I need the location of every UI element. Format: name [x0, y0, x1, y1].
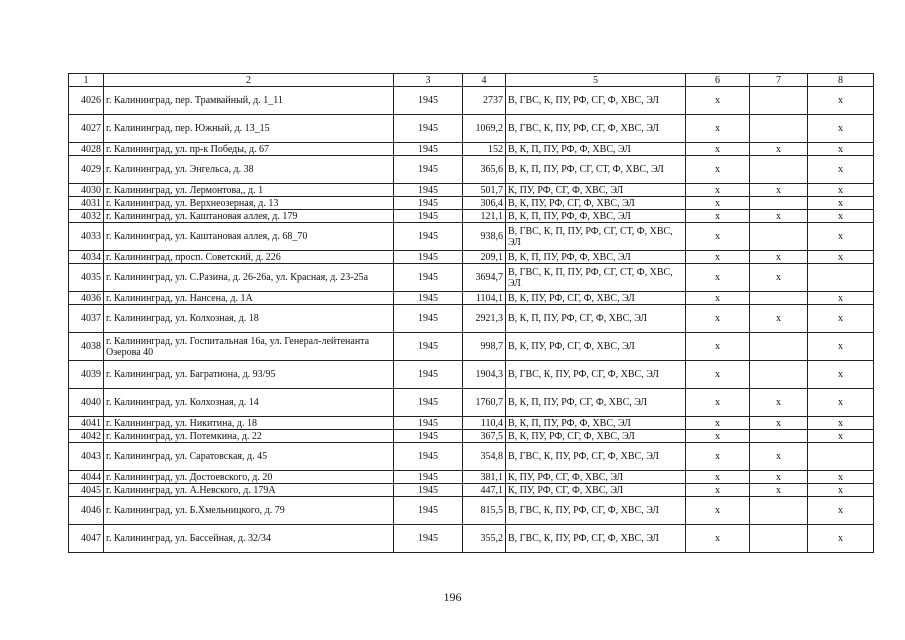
address: г. Калининград, ул. Госпитальная 16а, ул. Генерал-лейтенанта Озерова 40 — [104, 333, 394, 361]
mark-col-6: х — [686, 115, 750, 143]
utility-systems: В, ГВС, К, ПУ, РФ, СГ, Ф, ХВС, ЭЛ — [506, 87, 686, 115]
mark-col-6: х — [686, 484, 750, 497]
address: г. Калининград, просп. Советский, д. 226 — [104, 251, 394, 264]
mark-col-7: х — [750, 210, 808, 223]
address: г. Калининград, ул. Каштановая аллея, д. 179 — [104, 210, 394, 223]
address: г. Калининград, ул. Достоевского, д. 20 — [104, 471, 394, 484]
area: 209,1 — [463, 251, 506, 264]
utility-systems: В, ГВС, К, П, ПУ, РФ, СГ, СТ, Ф, ХВС, ЭЛ — [506, 264, 686, 292]
mark-col-8: х — [808, 251, 874, 264]
col-header: 7 — [750, 74, 808, 87]
mark-col-6: х — [686, 497, 750, 525]
year-built: 1945 — [394, 87, 463, 115]
mark-col-7 — [750, 223, 808, 251]
mark-col-8: х — [808, 484, 874, 497]
table-row — [69, 389, 874, 417]
area: 3694,7 — [463, 264, 506, 292]
page-number: 196 — [443, 590, 462, 604]
utility-systems: К, ПУ, РФ, СГ, Ф, ХВС, ЭЛ — [506, 184, 686, 197]
year-built: 1945 — [394, 497, 463, 525]
mark-col-7: х — [750, 264, 808, 292]
table-row — [69, 443, 874, 471]
mark-col-8: х — [808, 184, 874, 197]
row-number: 4030 — [69, 184, 104, 197]
utility-systems: В, ГВС, К, ПУ, РФ, СГ, Ф, ХВС, ЭЛ — [506, 497, 686, 525]
year-built: 1945 — [394, 443, 463, 471]
row-number: 4027 — [69, 115, 104, 143]
year-built: 1945 — [394, 184, 463, 197]
row-number: 4026 — [69, 87, 104, 115]
year-built: 1945 — [394, 210, 463, 223]
utility-systems: В, К, П, ПУ, РФ, Ф, ХВС, ЭЛ — [506, 210, 686, 223]
table-row — [69, 251, 874, 264]
mark-col-7 — [750, 87, 808, 115]
utility-systems: В, К, П, ПУ, РФ, Ф, ХВС, ЭЛ — [506, 417, 686, 430]
mark-col-7 — [750, 197, 808, 210]
row-number: 4044 — [69, 471, 104, 484]
year-built: 1945 — [394, 292, 463, 305]
mark-col-6: х — [686, 361, 750, 389]
row-number: 4041 — [69, 417, 104, 430]
area: 447,1 — [463, 484, 506, 497]
area: 1069,2 — [463, 115, 506, 143]
table-row — [69, 292, 874, 305]
mark-col-8: х — [808, 197, 874, 210]
address: г. Калининград, ул. Потемкина, д. 22 — [104, 430, 394, 443]
utility-systems: В, ГВС, К, ПУ, РФ, СГ, Ф, ХВС, ЭЛ — [506, 443, 686, 471]
utility-systems: К, ПУ, РФ, СГ, Ф, ХВС, ЭЛ — [506, 484, 686, 497]
table-row — [69, 223, 874, 251]
utility-systems: В, К, П, ПУ, РФ, СГ, Ф, ХВС, ЭЛ — [506, 389, 686, 417]
table-row — [69, 333, 874, 361]
mark-col-6: х — [686, 264, 750, 292]
year-built: 1945 — [394, 264, 463, 292]
mark-col-8: х — [808, 361, 874, 389]
utility-systems: В, ГВС, К, ПУ, РФ, СГ, Ф, ХВС, ЭЛ — [506, 525, 686, 553]
utility-systems: В, К, ПУ, РФ, СГ, Ф, ХВС, ЭЛ — [506, 430, 686, 443]
utility-systems: В, К, ПУ, РФ, СГ, Ф, ХВС, ЭЛ — [506, 333, 686, 361]
mark-col-7 — [750, 115, 808, 143]
table-row — [69, 361, 874, 389]
year-built: 1945 — [394, 115, 463, 143]
year-built: 1945 — [394, 471, 463, 484]
col-header: 3 — [394, 74, 463, 87]
mark-col-7 — [750, 430, 808, 443]
table-row — [69, 184, 874, 197]
table-row — [69, 525, 874, 553]
area: 501,7 — [463, 184, 506, 197]
area: 367,5 — [463, 430, 506, 443]
utility-systems: В, К, ПУ, РФ, СГ, Ф, ХВС, ЭЛ — [506, 292, 686, 305]
row-number: 4042 — [69, 430, 104, 443]
area: 152 — [463, 143, 506, 156]
address: г. Калининград, ул. Энгельса, д. 38 — [104, 156, 394, 184]
area: 1104,1 — [463, 292, 506, 305]
utility-systems: В, ГВС, К, ПУ, РФ, СГ, Ф, ХВС, ЭЛ — [506, 361, 686, 389]
address: г. Калининград, ул. Колхозная, д. 18 — [104, 305, 394, 333]
year-built: 1945 — [394, 484, 463, 497]
address: г. Калининград, ул. Колхозная, д. 14 — [104, 389, 394, 417]
area: 998,7 — [463, 333, 506, 361]
mark-col-8 — [808, 443, 874, 471]
address: г. Калининград, ул. Каштановая аллея, д. 68_70 — [104, 223, 394, 251]
area: 121,1 — [463, 210, 506, 223]
mark-col-6: х — [686, 305, 750, 333]
row-number: 4038 — [69, 333, 104, 361]
mark-col-7: х — [750, 251, 808, 264]
mark-col-8: х — [808, 333, 874, 361]
row-number: 4036 — [69, 292, 104, 305]
table-row — [69, 497, 874, 525]
address: г. Калининград, ул. Лермонтова,, д. 1 — [104, 184, 394, 197]
col-header: 5 — [506, 74, 686, 87]
row-number: 4039 — [69, 361, 104, 389]
row-number: 4047 — [69, 525, 104, 553]
year-built: 1945 — [394, 417, 463, 430]
row-number: 4045 — [69, 484, 104, 497]
mark-col-6: х — [686, 525, 750, 553]
mark-col-8: х — [808, 389, 874, 417]
utility-systems: В, К, П, ПУ, РФ, СГ, СТ, Ф, ХВС, ЭЛ — [506, 156, 686, 184]
area: 2921,3 — [463, 305, 506, 333]
mark-col-8: х — [808, 525, 874, 553]
address: г. Калининград, ул. Никитина, д. 18 — [104, 417, 394, 430]
year-built: 1945 — [394, 156, 463, 184]
area: 1904,3 — [463, 361, 506, 389]
area: 354,8 — [463, 443, 506, 471]
col-header: 4 — [463, 74, 506, 87]
year-built: 1945 — [394, 361, 463, 389]
mark-col-6: х — [686, 417, 750, 430]
address: г. Калининград, ул. пр-к Победы, д. 67 — [104, 143, 394, 156]
table-row — [69, 156, 874, 184]
year-built: 1945 — [394, 197, 463, 210]
mark-col-6: х — [686, 87, 750, 115]
address: г. Калининград, ул. Верхнеозерная, д. 13 — [104, 197, 394, 210]
address: г. Калининград, пер. Южный, д. 13_15 — [104, 115, 394, 143]
utility-systems: В, ГВС, К, П, ПУ, РФ, СГ, СТ, Ф, ХВС, ЭЛ — [506, 223, 686, 251]
year-built: 1945 — [394, 333, 463, 361]
utility-systems: В, К, П, ПУ, РФ, Ф, ХВС, ЭЛ — [506, 143, 686, 156]
area: 355,2 — [463, 525, 506, 553]
table-row — [69, 484, 874, 497]
area: 1760,7 — [463, 389, 506, 417]
mark-col-6: х — [686, 430, 750, 443]
mark-col-7: х — [750, 484, 808, 497]
year-built: 1945 — [394, 525, 463, 553]
address: г. Калининград, ул. Б.Хмельницкого, д. 79 — [104, 497, 394, 525]
row-number: 4034 — [69, 251, 104, 264]
utility-systems: В, К, П, ПУ, РФ, СГ, Ф, ХВС, ЭЛ — [506, 305, 686, 333]
mark-col-8: х — [808, 305, 874, 333]
utility-systems: В, К, П, ПУ, РФ, Ф, ХВС, ЭЛ — [506, 251, 686, 264]
mark-col-7: х — [750, 417, 808, 430]
utility-systems: В, К, ПУ, РФ, СГ, Ф, ХВС, ЭЛ — [506, 197, 686, 210]
table-row — [69, 264, 874, 292]
row-number: 4035 — [69, 264, 104, 292]
mark-col-6: х — [686, 197, 750, 210]
col-header: 8 — [808, 74, 874, 87]
mark-col-8: х — [808, 497, 874, 525]
year-built: 1945 — [394, 305, 463, 333]
address: г. Калининград, ул. Нансена, д. 1А — [104, 292, 394, 305]
mark-col-8: х — [808, 143, 874, 156]
table-row — [69, 305, 874, 333]
table-row — [69, 197, 874, 210]
year-built: 1945 — [394, 223, 463, 251]
mark-col-8: х — [808, 210, 874, 223]
year-built: 1945 — [394, 251, 463, 264]
table-row — [69, 143, 874, 156]
row-number: 4032 — [69, 210, 104, 223]
col-header: 2 — [104, 74, 394, 87]
mark-col-8 — [808, 264, 874, 292]
mark-col-7: х — [750, 184, 808, 197]
mark-col-6: х — [686, 251, 750, 264]
mark-col-8: х — [808, 417, 874, 430]
col-header: 1 — [69, 74, 104, 87]
header-row — [69, 74, 874, 87]
row-number: 4033 — [69, 223, 104, 251]
address: г. Калининград, ул. Саратовская, д. 45 — [104, 443, 394, 471]
mark-col-7 — [750, 292, 808, 305]
table-row — [69, 430, 874, 443]
table-row — [69, 210, 874, 223]
year-built: 1945 — [394, 389, 463, 417]
mark-col-8: х — [808, 156, 874, 184]
col-header: 6 — [686, 74, 750, 87]
row-number: 4037 — [69, 305, 104, 333]
mark-col-6: х — [686, 156, 750, 184]
mark-col-7 — [750, 361, 808, 389]
mark-col-6: х — [686, 223, 750, 251]
mark-col-7 — [750, 156, 808, 184]
mark-col-6: х — [686, 471, 750, 484]
table-row — [69, 115, 874, 143]
mark-col-7 — [750, 497, 808, 525]
mark-col-7: х — [750, 471, 808, 484]
address: г. Калининград, ул. С.Разина, д. 26-26а, ул. Красная, д. 23-25а — [104, 264, 394, 292]
area: 2737 — [463, 87, 506, 115]
year-built: 1945 — [394, 143, 463, 156]
table-row — [69, 417, 874, 430]
mark-col-7: х — [750, 389, 808, 417]
address: г. Калининград, пер. Трамвайный, д. 1_11 — [104, 87, 394, 115]
address: г. Калининград, ул. А.Невского, д. 179А — [104, 484, 394, 497]
area: 815,5 — [463, 497, 506, 525]
row-number: 4028 — [69, 143, 104, 156]
row-number: 4046 — [69, 497, 104, 525]
area: 938,6 — [463, 223, 506, 251]
housing-register-table — [68, 73, 874, 553]
mark-col-7: х — [750, 443, 808, 471]
mark-col-6: х — [686, 210, 750, 223]
mark-col-6: х — [686, 143, 750, 156]
mark-col-6: х — [686, 184, 750, 197]
address: г. Калининград, ул. Багратиона, д. 93/95 — [104, 361, 394, 389]
address: г. Калининград, ул. Бассейная, д. 32/34 — [104, 525, 394, 553]
area: 306,4 — [463, 197, 506, 210]
row-number: 4043 — [69, 443, 104, 471]
mark-col-8: х — [808, 430, 874, 443]
mark-col-7: х — [750, 305, 808, 333]
mark-col-8: х — [808, 471, 874, 484]
utility-systems: В, ГВС, К, ПУ, РФ, СГ, Ф, ХВС, ЭЛ — [506, 115, 686, 143]
year-built: 1945 — [394, 430, 463, 443]
area: 110,4 — [463, 417, 506, 430]
mark-col-7 — [750, 525, 808, 553]
mark-col-6: х — [686, 333, 750, 361]
mark-col-8: х — [808, 115, 874, 143]
mark-col-7 — [750, 333, 808, 361]
mark-col-6: х — [686, 389, 750, 417]
mark-col-7: х — [750, 143, 808, 156]
mark-col-6: х — [686, 443, 750, 471]
row-number: 4040 — [69, 389, 104, 417]
row-number: 4031 — [69, 197, 104, 210]
mark-col-6: х — [686, 292, 750, 305]
table-row — [69, 87, 874, 115]
utility-systems: К, ПУ, РФ, СГ, Ф, ХВС, ЭЛ — [506, 471, 686, 484]
table-row — [69, 471, 874, 484]
row-number: 4029 — [69, 156, 104, 184]
area: 381,1 — [463, 471, 506, 484]
mark-col-8: х — [808, 223, 874, 251]
mark-col-8: х — [808, 292, 874, 305]
area: 365,6 — [463, 156, 506, 184]
mark-col-8: х — [808, 87, 874, 115]
